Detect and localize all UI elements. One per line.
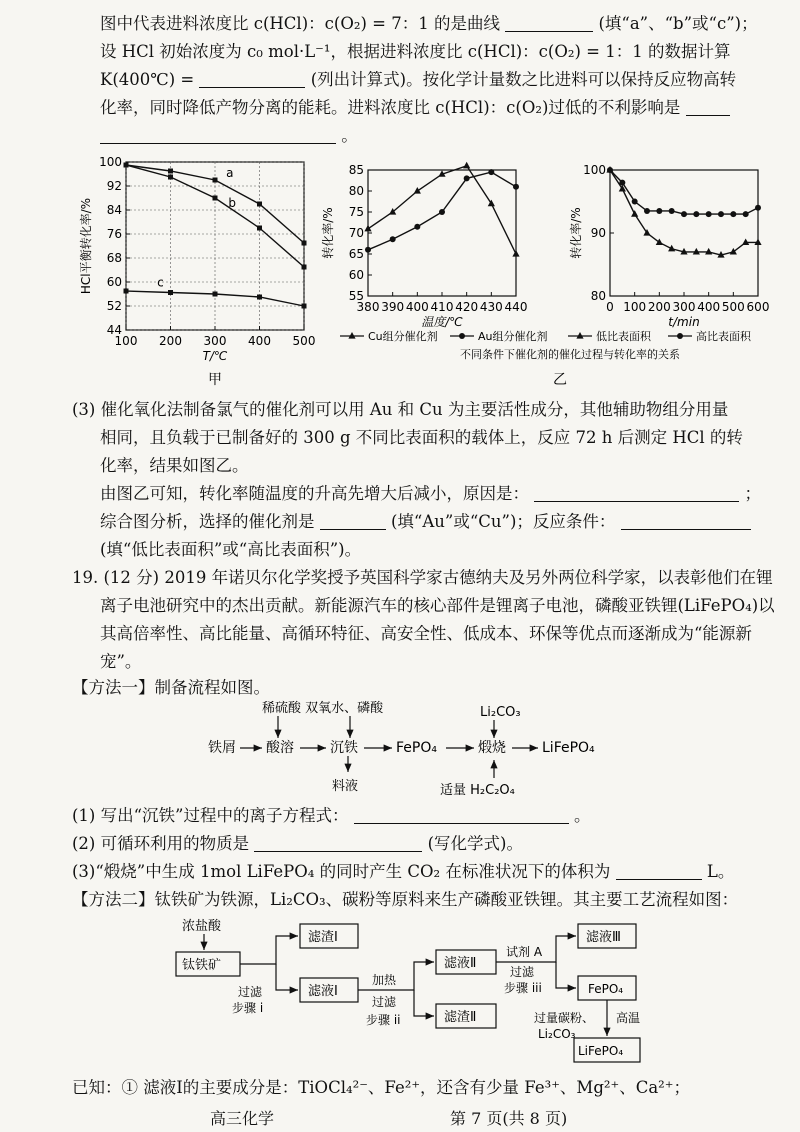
y-axis-label: 转化率/% [321, 207, 335, 259]
data-point [414, 187, 421, 194]
flow1-oxalic: 适量 H₂C₂O₄ [440, 783, 515, 798]
text-line: 相同，且负载于已制备好的 300 g 不同比表面积的载体上，反应 72 h 后测定 HCl 的转 [100, 428, 743, 447]
y-tick-label: 85 [348, 163, 364, 177]
y-tick-label: 65 [348, 247, 364, 261]
answer-blank[interactable] [534, 485, 739, 502]
data-point [512, 250, 519, 257]
flow1-node-precip: 沉铁 [330, 740, 358, 756]
text: (1) 写出“沉铁”过程中的离子方程式： [72, 806, 349, 825]
flow2-product: LiFePO₄ [578, 1044, 624, 1058]
data-point [257, 226, 262, 231]
text: L。 [706, 862, 735, 881]
flow2-step1: 过滤 [238, 985, 263, 999]
flowchart-method-two [0, 912, 800, 1072]
data-point [730, 211, 736, 217]
x-axis-label: T/℃ [202, 349, 228, 363]
answer-blank[interactable] [320, 513, 386, 530]
data-point [168, 290, 173, 295]
x-tick-label: 390 [381, 300, 405, 314]
x-tick-label: 500 [292, 334, 316, 348]
flow2-step1b: 步骤 i [232, 1001, 264, 1015]
data-point [743, 211, 749, 217]
chart-note: 不同条件下催化剂的催化过程与转化率的关系 [460, 348, 680, 361]
flowchart-method-one [0, 700, 800, 800]
flow2-reagent-a: 试剂 A [506, 945, 543, 959]
flow1-node-iron: 铁屑 [208, 740, 236, 756]
text-line [100, 68, 736, 92]
flow2-filtrate-3: 滤液Ⅲ [586, 930, 621, 945]
flow2-li2co3: Li₂CO₃ [538, 1027, 576, 1041]
known-condition: 已知：① 滤液Ⅰ的主要成分是：TiOCl₄²⁻、Fe²⁺，还含有少量 Fe³⁺、Mg²⁺、Ca²⁺； [72, 1078, 690, 1097]
legend-label: 高比表面积 [696, 330, 751, 343]
legend-label: Au组分催化剂 [478, 330, 548, 343]
series-label: a [226, 166, 234, 180]
flow2-filtrate-2: 滤液Ⅱ [444, 956, 477, 971]
x-tick-label: 0 [606, 300, 614, 314]
answer-blank[interactable] [505, 15, 593, 32]
flow2-fepo4: FePO₄ [588, 982, 624, 996]
x-tick-label: 600 [746, 300, 770, 314]
flow2-carbon: 过量碳粉、 [534, 1011, 595, 1025]
x-axis-label: t/min [668, 315, 700, 329]
data-point [124, 289, 129, 294]
text: 综合图分析，选择的催化剂是 [100, 512, 315, 531]
x-tick-label: 440 [504, 300, 528, 314]
legend-label: 低比表面积 [596, 330, 651, 343]
x-tick-label: 500 [721, 300, 745, 314]
flow1-waste: 料液 [332, 779, 359, 794]
flow2-step2: 过滤 [372, 995, 397, 1009]
y-tick-label: 76 [106, 227, 122, 241]
plot-frame [368, 170, 516, 296]
legend-marker [348, 332, 355, 339]
x-tick-label: 400 [697, 300, 721, 314]
data-point [257, 202, 262, 207]
text-line: 其高倍率性、高比能量、高循环特征、高安全性、低成本、环保等优点而逐渐成为“能源新 [100, 624, 752, 643]
flow1-reagents: 稀硫酸 双氧水、磷酸 [262, 701, 384, 716]
data-point [730, 248, 737, 255]
x-tick-label: 300 [672, 300, 696, 314]
data-point [693, 211, 699, 217]
answer-blank[interactable] [621, 513, 751, 530]
data-point [390, 236, 396, 242]
text: (写化学式)。 [427, 834, 523, 853]
text-line [100, 96, 730, 120]
data-point [414, 224, 420, 230]
data-point [706, 211, 712, 217]
text-line: 设 HCl 初始浓度为 c₀ mol·L⁻¹，根据进料浓度比 c(HCl)：c(O₂) = 1：1 的数据计算 [100, 42, 731, 61]
flow2-heat: 加热 [372, 973, 397, 987]
data-point [644, 208, 650, 214]
x-tick-label: 380 [356, 300, 380, 314]
data-point [213, 196, 218, 201]
x-tick-label: 400 [248, 334, 271, 348]
answer-blank[interactable] [616, 863, 702, 880]
flow2-filtrate-1: 滤液Ⅰ [308, 984, 338, 999]
y-tick-label: 80 [348, 184, 364, 198]
data-point [705, 248, 712, 255]
data-point [755, 205, 761, 211]
text-line [72, 832, 523, 856]
data-point [693, 248, 700, 255]
legend-marker [459, 333, 465, 339]
text: (填“a”、“b”或“c”)； [598, 14, 758, 33]
data-point [488, 169, 494, 175]
x-tick-label: 430 [479, 300, 503, 314]
y-tick-label: 80 [590, 289, 606, 303]
flow1-node-calcine: 煅烧 [478, 740, 506, 756]
x-tick-label: 400 [405, 300, 429, 314]
question-19-title: 19. (12 分) 2019 年诺贝尔化学奖授予英国科学家古德纳夫及另外两位科学家，以表彰他们在锂 [72, 568, 773, 587]
x-tick-label: 200 [159, 334, 182, 348]
text-line [100, 482, 761, 506]
flow1-node-fepo4: FePO₄ [396, 740, 437, 756]
data-point [718, 211, 724, 217]
y-tick-label: 75 [348, 205, 364, 219]
data-point [513, 184, 519, 190]
flow2-step3: 过滤 [510, 965, 535, 979]
text-line [100, 510, 751, 534]
flow1-node-product: LiFePO₄ [542, 740, 595, 756]
data-point [213, 178, 218, 183]
data-point [681, 211, 687, 217]
figure-charts [0, 152, 800, 392]
flow1-node-dissolve: 酸溶 [266, 740, 294, 756]
x-axis-label: 温度/℃ [421, 315, 463, 329]
data-point [669, 208, 675, 214]
text: 化率，同时降低产物分离的能耗。进料浓度比 c(HCl)：c(O₂)过低的不利影响是 [100, 98, 681, 117]
text-line [100, 12, 758, 36]
method-one-heading: 【方法一】制备流程如图。 [72, 678, 270, 697]
answer-blank[interactable] [686, 99, 730, 116]
data-point [168, 169, 173, 174]
plot-frame [610, 170, 758, 296]
y-tick-label: 92 [106, 179, 122, 193]
data-point [257, 295, 262, 300]
data-point [364, 225, 371, 232]
flow2-high-temp: 高温 [616, 1011, 641, 1025]
data-point [632, 199, 638, 205]
data-point [213, 292, 218, 297]
y-axis-label: HCl平衡转化率/% [79, 197, 93, 295]
data-point [656, 208, 662, 214]
answer-blank[interactable] [354, 807, 569, 824]
data-point [607, 167, 613, 173]
text-line: 离子电池研究中的杰出贡献。新能源汽车的核心部件是锂离子电池，磷酸亚铁锂(LiFePO₄)以 [100, 596, 775, 615]
data-point [656, 238, 663, 245]
text: (2) 可循环利用的物质是 [72, 834, 250, 853]
chart-caption-yi: 乙 [553, 372, 567, 388]
data-point [464, 175, 470, 181]
y-tick-label: 100 [99, 155, 122, 169]
text: (填“Au”或“Cu”)；反应条件： [391, 512, 616, 531]
data-point [439, 209, 445, 215]
data-point [631, 210, 638, 217]
series-label: b [228, 196, 236, 210]
flow2-ore: 钛铁矿 [182, 958, 222, 973]
text-line [72, 860, 734, 884]
flow2-residue-1: 滤渣Ⅰ [308, 930, 338, 945]
text-line: (填“低比表面积”或“高比表面积”)。 [100, 540, 362, 559]
flow2-step2b: 步骤 ii [366, 1013, 401, 1027]
x-tick-label: 420 [455, 300, 479, 314]
data-point [463, 162, 470, 169]
answer-blank[interactable] [100, 127, 336, 144]
chart-caption-jia: 甲 [208, 372, 222, 388]
data-point [302, 241, 307, 246]
text: (3)“煅烧”中生成 1mol LiFePO₄ 的同时产生 CO₂ 在标准状况下的体积为 [72, 862, 611, 881]
y-tick-label: 60 [106, 275, 122, 289]
y-tick-label: 100 [583, 163, 606, 177]
text-line: 宠”。 [100, 652, 142, 671]
legend-label: Cu组分催化剂 [368, 330, 438, 343]
text: ； [744, 484, 761, 503]
y-tick-label: 70 [348, 226, 364, 240]
y-tick-label: 68 [106, 251, 122, 265]
x-tick-label: 410 [430, 300, 454, 314]
text: 图中代表进料浓度比 c(HCl)：c(O₂) = 7：1 的是曲线 [100, 14, 500, 33]
text-line: 化率，结果如图乙。 [100, 456, 249, 475]
data-point [619, 180, 625, 186]
y-tick-label: 55 [348, 289, 364, 303]
legend-marker [576, 332, 583, 339]
footer-page-number: 第 7 页(共 8 页) [450, 1109, 568, 1128]
chart-yi-left [320, 162, 527, 329]
flow2-residue-2: 滤渣Ⅱ [444, 1010, 477, 1025]
flow2-step3b: 步骤 iii [504, 981, 542, 995]
text: 由图乙可知，转化率随温度的升高先增大后减小，原因是： [100, 484, 529, 503]
legend-marker [677, 333, 683, 339]
text-line [100, 124, 358, 148]
y-axis-label: 转化率/% [569, 207, 583, 259]
answer-blank[interactable] [254, 835, 422, 852]
x-tick-label: 200 [647, 300, 671, 314]
data-point [302, 265, 307, 270]
y-tick-label: 84 [106, 203, 122, 217]
text-line: (3) 催化氧化法制备氯气的催化剂可以用 Au 和 Cu 为主要活性成分，其他辅助物组分用量 [72, 400, 729, 419]
chart-legend [340, 329, 752, 361]
text: 。 [341, 126, 358, 145]
answer-blank[interactable] [199, 71, 305, 88]
series-label: c [157, 275, 164, 290]
x-tick-label: 100 [114, 334, 138, 348]
flow1-li2co3: Li₂CO₃ [480, 705, 521, 720]
method-two-heading: 【方法二】钛铁矿为铁源，Li₂CO₃、碳粉等原料来生产磷酸亚铁锂。其主要工艺流程如图： [72, 890, 739, 909]
data-point [124, 163, 129, 168]
y-tick-label: 90 [590, 226, 606, 240]
x-tick-label: 300 [203, 334, 227, 348]
data-point [168, 175, 173, 180]
y-tick-label: 44 [106, 323, 122, 337]
flow2-hcl: 浓盐酸 [182, 919, 222, 934]
data-point [302, 304, 307, 309]
y-tick-label: 60 [348, 268, 364, 282]
y-tick-label: 52 [106, 299, 122, 313]
data-point [365, 247, 371, 253]
text: K(400℃) = [100, 70, 195, 89]
text: (列出计算式)。按化学计量数之比进料可以保持反应物高转 [310, 70, 737, 89]
x-tick-label: 100 [623, 300, 647, 314]
text: 。 [574, 806, 591, 825]
footer-subject: 高三化学 [210, 1109, 275, 1128]
chart-jia [78, 155, 315, 388]
text-line [72, 804, 591, 828]
